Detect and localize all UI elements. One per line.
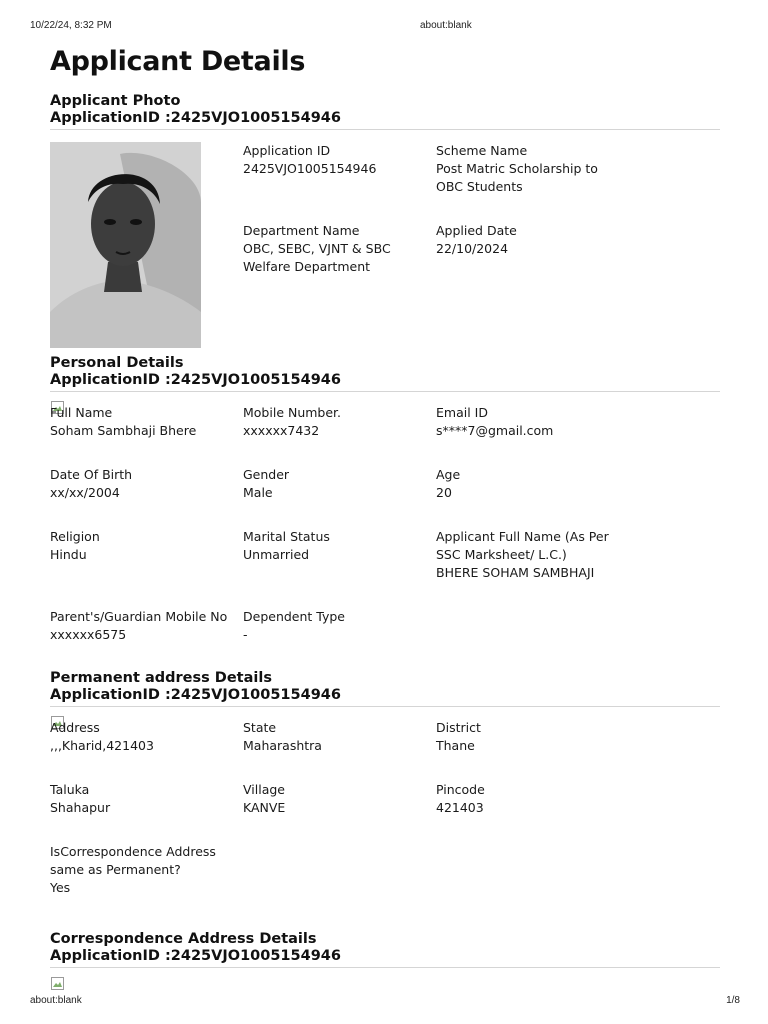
section-header: [50, 355, 720, 392]
field-address: [50, 719, 235, 755]
section-correspondence-address: [50, 931, 720, 998]
field-label: Applied Date: [436, 223, 517, 238]
print-header: [30, 20, 738, 34]
field-value: 20: [436, 485, 452, 500]
field-ssc-full-name: [436, 528, 621, 582]
field-value: Maharashtra: [243, 738, 322, 753]
field-email-id: [436, 404, 621, 440]
field-label: Parent's/Guardian Mobile No: [50, 609, 228, 624]
field-label: Department Name: [243, 223, 360, 238]
correspondence-grid: [50, 968, 720, 998]
field-value: Shahapur: [50, 800, 111, 815]
field-taluka: [50, 781, 235, 817]
field-same-as-permanent: [50, 843, 225, 897]
field-value: 22/10/2024: [436, 241, 509, 256]
section-application-id: ApplicationID :2425VJO1005154946: [50, 687, 341, 703]
field-label: Village: [243, 782, 285, 797]
document-content: [50, 44, 720, 998]
field-value: Post Matric Scholarship to OBC Students: [436, 161, 598, 194]
field-label: Date Of Birth: [50, 467, 133, 482]
field-label: Applicant Full Name (As Per SSC Marksheet/ L.C.): [436, 529, 609, 562]
field-pincode: [436, 781, 621, 817]
field-scheme-name: [436, 142, 621, 196]
field-value: -: [243, 627, 248, 642]
field-label: District: [436, 720, 481, 735]
field-value: ,,,Kharid,421403: [50, 738, 154, 753]
field-value: 421403: [436, 800, 484, 815]
field-marital-status: [243, 528, 428, 564]
field-value: KANVE: [243, 800, 286, 815]
field-value: xxxxxx6575: [50, 627, 127, 642]
field-value: Yes: [50, 880, 71, 895]
applicant-portrait-image: [50, 142, 201, 348]
applicant-photo: [50, 142, 201, 348]
field-label: Address: [50, 720, 100, 735]
field-label: Email ID: [436, 405, 488, 420]
field-parent-mobile: [50, 608, 235, 644]
field-label: Scheme Name: [436, 143, 528, 158]
field-full-name: [50, 404, 235, 440]
field-district: [436, 719, 621, 755]
field-department-name: [243, 222, 428, 276]
footer-url: about:blank: [30, 995, 82, 1006]
section-application-id: ApplicationID :2425VJO1005154946: [50, 110, 341, 126]
section-title: Permanent address Details: [50, 670, 272, 686]
field-village: [243, 781, 428, 817]
field-label: Taluka: [50, 782, 90, 797]
section-application-id: ApplicationID :2425VJO1005154946: [50, 372, 341, 388]
field-state: [243, 719, 428, 755]
section-header: [50, 931, 720, 968]
field-mobile-number: [243, 404, 428, 440]
field-label: Marital Status: [243, 529, 330, 544]
section-permanent-address: [50, 670, 720, 907]
field-label: Religion: [50, 529, 100, 544]
print-url: about:blank: [420, 20, 472, 31]
field-value: Thane: [436, 738, 475, 753]
field-dependent-type: [243, 608, 428, 644]
section-title: Correspondence Address Details: [50, 931, 317, 947]
section-personal-details: [50, 355, 720, 651]
field-value: xx/xx/2004: [50, 485, 120, 500]
field-value: s****7@gmail.com: [436, 423, 554, 438]
field-label: IsCorrespondence Address same as Permanent?: [50, 844, 216, 877]
section-application-id: ApplicationID :2425VJO1005154946: [50, 948, 341, 964]
permanent-grid: [50, 707, 720, 907]
field-date-of-birth: [50, 466, 235, 502]
page-title: Applicant Details: [50, 46, 306, 77]
page-number: 1/8: [726, 995, 740, 1006]
field-applied-date: [436, 222, 621, 258]
broken-image-icon: [50, 976, 66, 992]
field-gender: [243, 466, 428, 502]
field-label: Application ID: [243, 143, 331, 158]
section-title: Applicant Photo: [50, 93, 181, 109]
field-value: Hindu: [50, 547, 87, 562]
section-title: Personal Details: [50, 355, 184, 371]
field-value: 2425VJO1005154946: [243, 161, 377, 176]
field-value: Soham Sambhaji Bhere: [50, 423, 197, 438]
print-footer: [30, 995, 740, 1009]
field-label: Pincode: [436, 782, 485, 797]
section-header: [50, 93, 720, 130]
field-value: xxxxxx7432: [243, 423, 320, 438]
print-datetime: 10/22/24, 8:32 PM: [30, 20, 112, 31]
field-value: Unmarried: [243, 547, 310, 562]
field-label: Mobile Number.: [243, 405, 342, 420]
field-age: [436, 466, 621, 502]
field-value: OBC, SEBC, VJNT & SBC Welfare Department: [243, 241, 391, 274]
field-label: State: [243, 720, 277, 735]
section-header: [50, 670, 720, 707]
field-label: Age: [436, 467, 461, 482]
field-label: Dependent Type: [243, 609, 345, 624]
photo-grid: [50, 130, 720, 348]
personal-grid: [50, 392, 720, 651]
section-applicant-photo: [50, 93, 720, 348]
field-value: Male: [243, 485, 273, 500]
field-religion: [50, 528, 235, 564]
field-label: Full Name: [50, 405, 113, 420]
field-application-id: [243, 142, 428, 178]
field-value: BHERE SOHAM SAMBHAJI: [436, 565, 595, 580]
field-label: Gender: [243, 467, 290, 482]
